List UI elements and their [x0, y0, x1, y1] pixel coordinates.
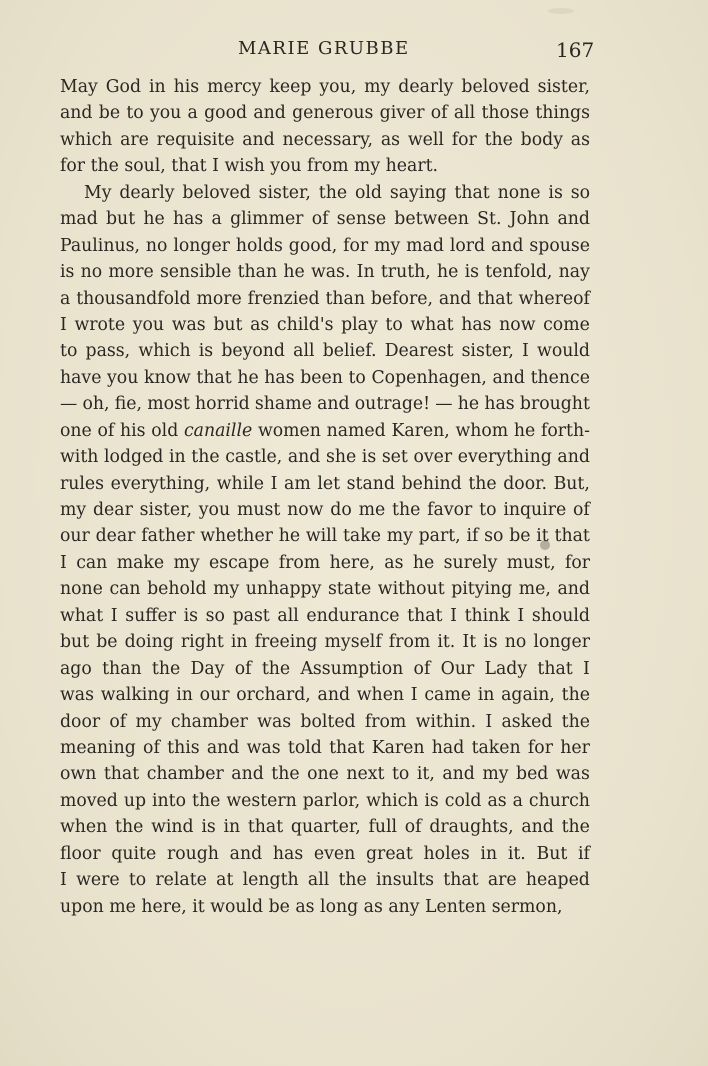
text-line: — oh, fie, most horrid shame and outrage! — he has brought	[60, 394, 590, 415]
text-line: to pass, which is beyond all belief. Dearest sister, I would	[60, 341, 590, 362]
running-head	[0, 38, 708, 68]
text-line: is no more sensible than he was. In truth, he is tenfold, nay	[60, 262, 590, 283]
body-text	[60, 74, 590, 920]
text-line: one of his old canaille women named Karen, whom he forth-	[60, 420, 590, 441]
text-line: my dear sister, you must now do me the favor to inquire of	[60, 500, 590, 520]
text-line: I were to relate at length all the insults that are heaped	[60, 870, 590, 891]
text-line: none can behold my unhappy state without pitying me, and	[60, 579, 590, 600]
text-line: I can make my escape from here, as he surely must, for	[60, 552, 590, 573]
text-line: May God in his mercy keep you, my dearly beloved sister,	[60, 77, 590, 97]
running-title: MARIE GRUBBE	[238, 38, 410, 59]
text-line: a thousandfold more frenzied than before, and that whereof	[60, 288, 590, 309]
text-line: for the soul, that I wish you from my heart.	[60, 156, 439, 177]
text-line: floor quite rough and has even great holes in it. But if	[60, 843, 590, 864]
text-line: which are requisite and necessary, as well for the body as	[60, 129, 590, 150]
text-line: with lodged in the castle, and she is set over everything and	[60, 447, 590, 468]
text-line: was walking in our orchard, and when I came in again, the	[60, 685, 590, 706]
text-line: rules everything, while I am let stand behind the door. But,	[60, 473, 590, 494]
text-line: Paulinus, no longer holds good, for my mad lord and spouse	[60, 235, 590, 256]
text-line: upon me here, it would be as long as any Lenten sermon,	[60, 896, 563, 917]
text-line: moved up into the western parlor, which is cold as a church	[60, 790, 590, 811]
text-line: ago than the Day of the Assumption of Our Lady that I	[60, 658, 590, 679]
text-line: My dearly beloved sister, the old saying that none is so	[84, 182, 590, 203]
text-line: when the wind is in that quarter, full of draughts, and the	[60, 817, 590, 838]
paper-stain	[548, 8, 574, 14]
text-line: what I suffer is so past all endurance that I think I should	[60, 605, 590, 626]
text-line: mad but he has a glimmer of sense between St. John and	[60, 209, 590, 230]
text-line: our dear father whether he will take my part, if so be it that	[60, 526, 590, 547]
text-line: have you know that he has been to Copenhagen, and thence	[60, 367, 590, 388]
text-line: own that chamber and the one next to it, and my bed was	[60, 764, 590, 785]
text-line: door of my chamber was bolted from within. I asked the	[60, 711, 590, 732]
text-line: I wrote you was but as child's play to what has now come	[60, 314, 590, 335]
text-line: but be doing right in freeing myself from it. It is no longer	[60, 632, 590, 653]
page-number: 167	[556, 38, 595, 62]
text-line: and be to you a good and generous giver of all those things	[60, 103, 590, 124]
text-line: meaning of this and was told that Karen had taken for her	[60, 737, 590, 758]
